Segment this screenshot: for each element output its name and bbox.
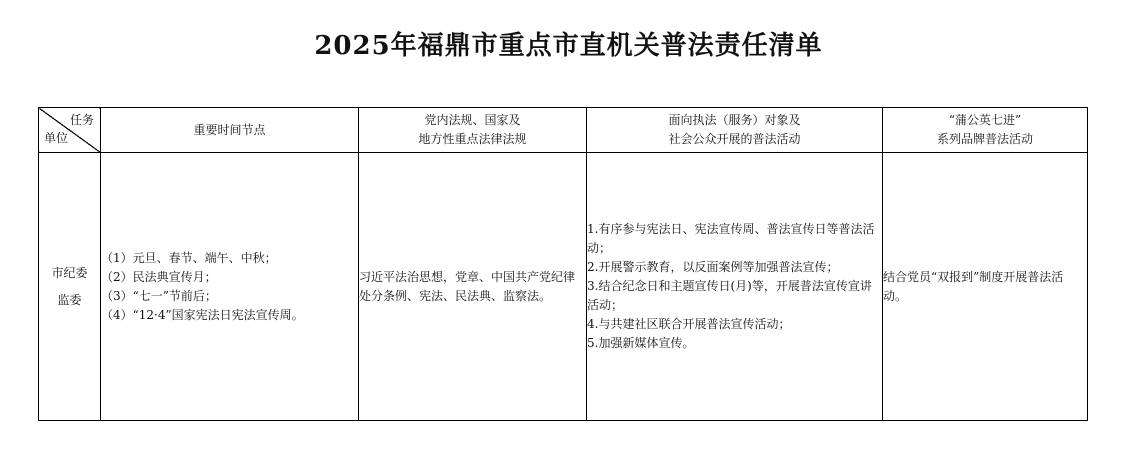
header-line: 系列品牌普法活动 <box>936 132 1033 146</box>
unit-cell <box>39 153 101 421</box>
activity-item: 5.加强新媒体宣传。 <box>587 336 695 350</box>
header-line: “蒲公英七进” <box>948 113 1022 127</box>
activity-item: 1.有序参与宪法日、宪法宣传周、普法宣传日等普法活动； <box>587 222 875 255</box>
unit-name-line: 市纪委 <box>51 265 88 280</box>
page-title: 2025年福鼎市重点市直机关普法责任清单 <box>314 31 823 61</box>
unit-name-line: 监委 <box>57 292 82 307</box>
header-line: 地方性重点法律法规 <box>418 132 527 146</box>
time-node-item: （3）“七一”节前后； <box>101 288 217 303</box>
corner-label-task: 任务 <box>69 113 94 127</box>
header-laws <box>359 108 587 153</box>
laws-text: 习近平法治思想，党章、中国共产党纪律处分条例、宪法、民法典、监察法。 <box>359 269 576 303</box>
corner-label-unit: 单位 <box>44 131 69 145</box>
table-header-row <box>39 108 1088 153</box>
laws-cell <box>359 153 587 421</box>
responsibility-table <box>38 107 1088 421</box>
time-node-item: （1）元旦、春节、端午、中秋； <box>101 250 277 265</box>
header-line: 面向执法（服务）对象及 <box>668 113 801 127</box>
corner-header-cell <box>39 108 101 153</box>
header-activities <box>587 108 883 153</box>
activity-item: 2.开展警示教育，以反面案例等加强普法宣传； <box>587 260 839 274</box>
activity-item: 3.结合纪念日和主题宣传日(月)等，开展普法宣传宣讲活动； <box>587 279 872 312</box>
time-node-item: （4）“12·4”国家宪法日宪法宣传周。 <box>101 307 304 322</box>
header-brand-activities <box>883 108 1088 153</box>
table-row <box>39 153 1088 421</box>
header-line: 重要时间节点 <box>193 122 266 137</box>
brand-activity-text: 结合党员“双报到”制度开展普法活动。 <box>883 269 1064 303</box>
brand-activity-cell <box>883 153 1088 421</box>
activities-cell <box>587 153 883 421</box>
time-nodes-cell <box>101 153 359 421</box>
header-time-nodes <box>101 108 359 153</box>
header-line: 党内法规、国家及 <box>424 113 521 127</box>
header-line: 社会公众开展的普法活动 <box>668 132 801 146</box>
activity-item: 4.与共建社区联合开展普法宣传活动； <box>587 317 791 331</box>
time-node-item: （2）民法典宣传月； <box>101 269 217 284</box>
